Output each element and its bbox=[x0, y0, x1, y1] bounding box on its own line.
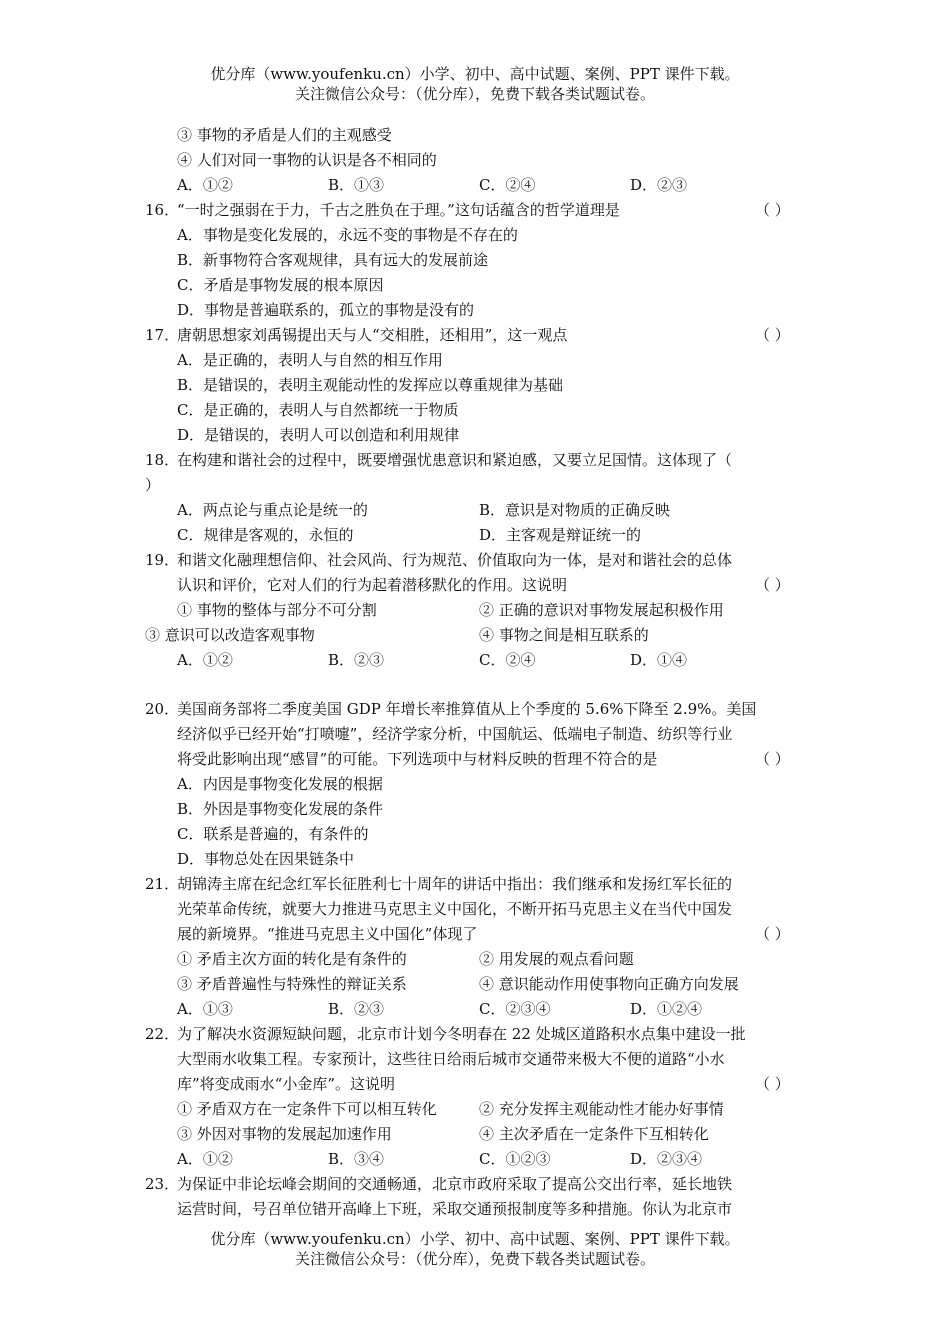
footer-line-2: 关注微信公众号：（优分库），免费下载各类试题试卷。 bbox=[294, 1250, 655, 1268]
q21-option-a: A．①③ bbox=[177, 1000, 233, 1018]
q16-stem-text: “一时之强弱在于力，千古之胜负在于理。”这句话蕴含的哲学道理是 bbox=[177, 201, 620, 219]
q23-number: 23． bbox=[145, 1175, 180, 1193]
q22-item-2: ② 充分发挥主观能动性才能办好事情 bbox=[479, 1100, 724, 1118]
q22-option-a: A．①② bbox=[177, 1150, 233, 1168]
q19-option-c: C．②④ bbox=[479, 651, 536, 669]
q18-stem bbox=[145, 449, 732, 471]
q21-option-d: D．①②④ bbox=[630, 1000, 703, 1018]
q17-answer-paren: （ ） bbox=[755, 326, 790, 344]
q23-stem-text-1: 为保证中非论坛峰会期间的交通畅通，北京市政府采取了提高公交出行率，延长地铁 bbox=[177, 1175, 733, 1193]
q21-stem-text-2: 光荣革命传统，就要大力推进马克思主义中国化，不断开拓马克思主义在当代中国发 bbox=[177, 900, 733, 918]
q20-number: 20． bbox=[145, 700, 180, 718]
q20-stem-text-3: 将受此影响出现“感冒”的可能。下列选项中与材料反映的哲理不符合的是 bbox=[177, 750, 658, 768]
q21-option-b: B．②③ bbox=[328, 1000, 385, 1018]
q18-option-b: B．意识是对物质的正确反映 bbox=[479, 501, 671, 519]
q22-item-3: ③ 外因对事物的发展起加速作用 bbox=[177, 1125, 392, 1143]
q19-item-3: ③ 意识可以改造客观事物 bbox=[145, 626, 315, 644]
q22-stem bbox=[145, 1023, 746, 1045]
q20-stem-text-2: 经济似乎已经开始“打喷嚏”，经济学家分析，中国航运、低端电子制造、纺织等行业 bbox=[177, 725, 733, 743]
q15-option-c: C．②④ bbox=[479, 176, 536, 194]
q16-option-a: A．事物是变化发展的，永远不变的事物是不存在的 bbox=[177, 226, 518, 244]
q20-option-a: A．内因是事物变化发展的根据 bbox=[177, 775, 383, 793]
page-footer bbox=[0, 1229, 950, 1269]
q19-item-1: ① 事物的整体与部分不可分割 bbox=[177, 601, 377, 619]
q15-option-d: D．②③ bbox=[630, 176, 688, 194]
q19-answer-paren: （ ） bbox=[755, 576, 790, 594]
q19-number: 19． bbox=[145, 551, 180, 569]
q22-option-c: C．①②③ bbox=[479, 1150, 551, 1168]
q19-item-4: ④ 事物之间是相互联系的 bbox=[479, 626, 649, 644]
q18-option-a: A．两点论与重点论是统一的 bbox=[177, 501, 368, 519]
q18-option-c: C．规律是客观的，永恒的 bbox=[177, 526, 354, 544]
footer-line-1: 优分库（www.youfenku.cn）小学、初中、高中试题、案例、PPT 课件下载。 bbox=[210, 1230, 740, 1248]
q21-item-2: ② 用发展的观点看问题 bbox=[479, 950, 634, 968]
q21-stem-text-3: 展的新境界。“推进马克思主义中国化”体现了 bbox=[177, 925, 478, 943]
q20-option-b: B．外因是事物变化发展的条件 bbox=[177, 800, 384, 818]
q17-option-a: A．是正确的，表明人与自然的相互作用 bbox=[177, 351, 443, 369]
q19-options bbox=[177, 649, 777, 671]
q22-item-4: ④ 主次矛盾在一定条件下互相转化 bbox=[479, 1125, 709, 1143]
q21-item-3: ③ 矛盾普遍性与特殊性的辩证关系 bbox=[177, 975, 407, 993]
q21-options bbox=[177, 998, 777, 1020]
q19-stem-text-1: 和谐文化融理想信仰、社会风尚、行为规范、价值取向为一体，是对和谐社会的总体 bbox=[177, 551, 733, 569]
q22-option-d: D．②③④ bbox=[630, 1150, 703, 1168]
q17-stem bbox=[145, 324, 567, 346]
q18-option-d: D．主客观是辩证统一的 bbox=[479, 526, 642, 544]
q21-item-4: ④ 意识能动作用使事物向正确方向发展 bbox=[479, 975, 739, 993]
q22-answer-paren: （ ） bbox=[755, 1075, 790, 1093]
q19-option-d: D．①④ bbox=[630, 651, 688, 669]
header-line-1: 优分库（www.youfenku.cn）小学、初中、高中试题、案例、PPT 课件下载。 bbox=[210, 65, 740, 83]
q21-stem bbox=[145, 873, 732, 895]
q21-option-c: C．②③④ bbox=[479, 1000, 551, 1018]
q19-option-b: B．②③ bbox=[328, 651, 385, 669]
q16-option-c: C．矛盾是事物发展的根本原因 bbox=[177, 276, 384, 294]
q16-stem bbox=[145, 199, 620, 221]
q15-option-a: A．①② bbox=[177, 176, 233, 194]
q19-item-2: ② 正确的意识对事物发展起积极作用 bbox=[479, 601, 724, 619]
q21-stem-text-1: 胡锦涛主席在纪念红军长征胜利七十周年的讲话中指出：我们继承和发扬红军长征的 bbox=[177, 875, 733, 893]
q21-number: 21． bbox=[145, 875, 180, 893]
q21-item-1: ① 矛盾主次方面的转化是有条件的 bbox=[177, 950, 407, 968]
q18-number: 18． bbox=[145, 451, 180, 469]
q20-option-c: C．联系是普遍的，有条件的 bbox=[177, 825, 369, 843]
q18-stem-text-1: 在构建和谐社会的过程中，既要增强忧患意识和紧迫感，又要立足国情。这体现了（ bbox=[177, 451, 733, 469]
q19-stem bbox=[145, 549, 732, 571]
q22-stem-text-1: 为了解决水资源短缺问题，北京市计划今冬明春在 22 处城区道路积水点集中建设一批 bbox=[177, 1025, 746, 1043]
q20-answer-paren: （ ） bbox=[755, 750, 790, 768]
q22-stem-text-3: 库”将变成雨水“小金库”。这说明 bbox=[177, 1075, 396, 1093]
q19-option-a: A．①② bbox=[177, 651, 233, 669]
q18-stem-text-2: ） bbox=[145, 476, 161, 494]
q20-option-d: D．事物总处在因果链条中 bbox=[177, 850, 355, 868]
q21-answer-paren: （ ） bbox=[755, 925, 790, 943]
q19-stem-text-2: 认识和评价，它对人们的行为起着潜移默化的作用。这说明 bbox=[177, 576, 568, 594]
q15-item-3: ③ 事物的矛盾是人们的主观感受 bbox=[177, 126, 392, 144]
q23-stem bbox=[145, 1173, 732, 1195]
q22-option-b: B．③④ bbox=[328, 1150, 385, 1168]
q15-options bbox=[177, 174, 777, 196]
q16-number: 16． bbox=[145, 201, 180, 219]
q20-stem-text-1: 美国商务部将二季度美国 GDP 年增长率推算值从上个季度的 5.6%下降至 2.9%。美国 bbox=[177, 700, 757, 718]
q23-stem-text-2: 运营时间，号召单位错开高峰上下班，采取交通预报制度等多种措施。你认为北京市 bbox=[177, 1200, 733, 1218]
q15-item-4: ④ 人们对同一事物的认识是各不相同的 bbox=[177, 151, 437, 169]
q15-option-b: B．①③ bbox=[328, 176, 385, 194]
q20-stem bbox=[145, 698, 756, 720]
q22-number: 22． bbox=[145, 1025, 180, 1043]
q16-answer-paren: （ ） bbox=[755, 201, 790, 219]
q22-options bbox=[177, 1148, 777, 1170]
q17-stem-text: 唐朝思想家刘禹锡提出天与人“交相胜，还相用”，这一观点 bbox=[177, 326, 568, 344]
q16-option-d: D．事物是普遍联系的，孤立的事物是没有的 bbox=[177, 301, 475, 319]
page-header bbox=[0, 64, 950, 104]
q22-item-1: ① 矛盾双方在一定条件下可以相互转化 bbox=[177, 1100, 437, 1118]
q17-number: 17． bbox=[145, 326, 180, 344]
q16-option-b: B．新事物符合客观规律，具有远大的发展前途 bbox=[177, 251, 489, 269]
q22-stem-text-2: 大型雨水收集工程。专家预计，这些往日给雨后城市交通带来极大不便的道路“小水 bbox=[177, 1050, 725, 1068]
q17-option-b: B．是错误的，表明主观能动性的发挥应以尊重规律为基础 bbox=[177, 376, 564, 394]
header-line-2: 关注微信公众号：（优分库），免费下载各类试题试卷。 bbox=[294, 85, 655, 103]
q17-option-c: C．是正确的，表明人与自然都统一于物质 bbox=[177, 401, 459, 419]
q17-option-d: D．是错误的，表明人可以创造和利用规律 bbox=[177, 426, 460, 444]
